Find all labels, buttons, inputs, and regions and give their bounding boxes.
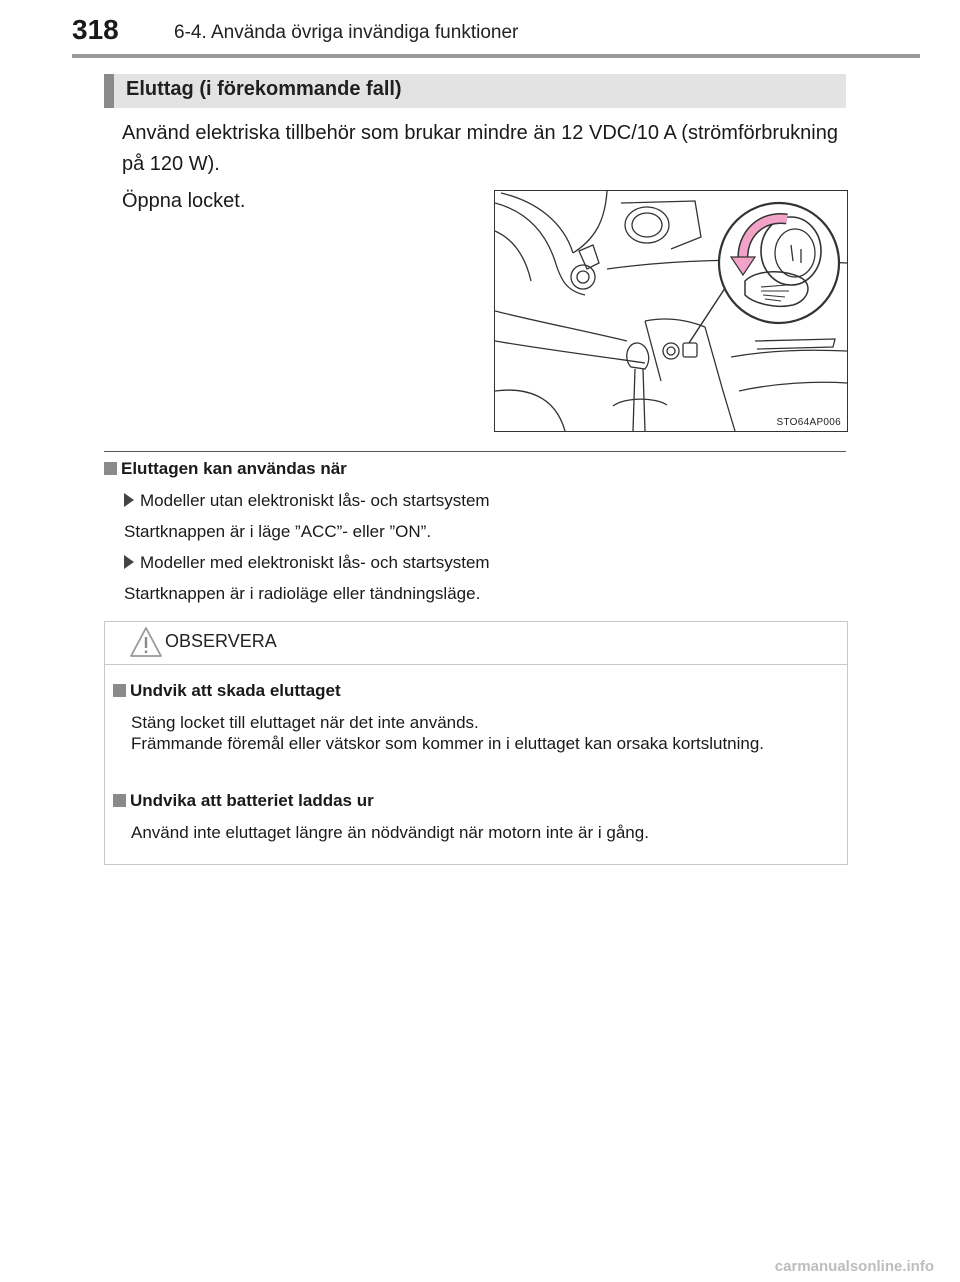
usage-title: Eluttagen kan användas när — [121, 459, 347, 478]
notice-box — [104, 621, 848, 865]
triangle-bullet-icon — [124, 555, 134, 569]
square-bullet-icon — [113, 684, 126, 697]
warning-triangle-icon — [129, 625, 163, 659]
notice-heading-1 — [113, 681, 341, 701]
watermark: carmanualsonline.info — [774, 1258, 934, 1275]
chapter-title: 6-4. Använda övriga invändiga funktioner — [174, 22, 519, 43]
notice-heading-2 — [113, 791, 374, 811]
triangle-bullet-icon — [124, 493, 134, 507]
notice-title: OBSERVERA — [165, 631, 277, 651]
usage-heading — [104, 459, 347, 479]
notice-header — [105, 622, 847, 665]
usage-item-1-label: Modeller utan elektroniskt lås- och startsystem — [140, 491, 490, 510]
square-bullet-icon — [113, 794, 126, 807]
dashboard-outlet-drawing — [495, 191, 847, 431]
section-divider — [104, 451, 846, 452]
notice-text-1a: Stäng locket till eluttaget när det inte används. — [131, 713, 479, 732]
square-bullet-icon — [104, 462, 117, 475]
page-number: 318 — [72, 14, 119, 45]
figure-code: STO64AP006 — [776, 417, 841, 428]
notice-text-1b: Främmande föremål eller vätskor som kommer in i eluttaget kan orsaka kortslutning. — [131, 734, 765, 753]
header-rule — [72, 54, 920, 58]
notice-heading-2-text: Undvika att batteriet laddas ur — [130, 791, 374, 810]
usage-item-2-text: Startknappen är i radioläge eller tändningsläge. — [124, 584, 481, 603]
intro-paragraph: Använd elektriska tillbehör som brukar mindre än 12 VDC/10 A (strömförbrukning på 120 W). — [122, 122, 838, 175]
instruction-open-lid: Öppna locket. — [122, 190, 246, 212]
usage-item-1-text: Startknappen är i läge ”ACC”- eller ”ON”. — [124, 522, 432, 541]
section-heading — [104, 74, 846, 108]
power-outlet-illustration — [494, 190, 848, 432]
usage-item-1-label-row — [124, 491, 490, 511]
section-heading-bar — [104, 74, 114, 108]
usage-item-2-label-row — [124, 553, 490, 573]
usage-item-2-label: Modeller med elektroniskt lås- och startsystem — [140, 553, 490, 572]
notice-text-2: Använd inte eluttaget längre än nödvändigt när motorn inte är i gång. — [131, 823, 649, 842]
section-title: Eluttag (i förekommande fall) — [126, 78, 402, 100]
notice-heading-1-text: Undvik att skada eluttaget — [130, 681, 341, 700]
